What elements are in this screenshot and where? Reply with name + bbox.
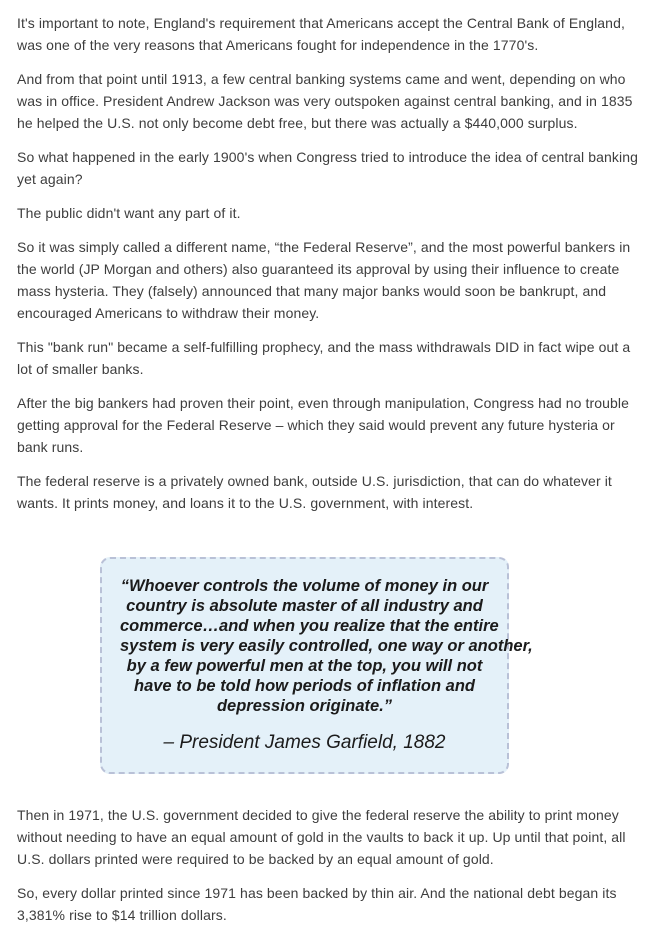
paragraph-england-requirement: It's important to note, England's requirement that Americans accept the Central Bank of England, was one of the very reasons that Americans fought for independence in the 1770's. (17, 15, 625, 53)
paragraph-privately-owned-bank: The federal reserve is a privately owned bank, outside U.S. jurisdiction, that can do whatever it wants. It prints money, and loans it to the U.S. government, with interest. (17, 473, 612, 511)
paragraph-early-1900s-question: So what happened in the early 1900's when Congress tried to introduce the idea of central banking yet again? (17, 149, 638, 187)
quote-line: country is absolute master of all industry and (126, 597, 483, 615)
quote-line: commerce…and when you realize that the entire (120, 617, 499, 635)
quote-line: by a few powerful men at the top, you will not (126, 657, 483, 675)
paragraph-national-debt: So, every dollar printed since 1971 has been backed by thin air. And the national debt began its 3,381% rise to $14 trillion dollars. (17, 885, 617, 923)
quote-line: “Whoever controls the volume of money in our (120, 577, 489, 595)
quote-line: system is very easily controlled, one way or another, (120, 637, 533, 655)
paragraph-congress-approval: After the big bankers had proven their point, even through manipulation, Congress had no trouble getting approval for the Federal Reserve – which they said would prevent any future hysteria or bank runs. (17, 395, 629, 455)
quote-text (120, 576, 533, 716)
paragraph-public-didnt-want: The public didn't want any part of it. (17, 205, 241, 221)
paragraph-bank-run: This "bank run" became a self-fulfilling prophecy, and the mass withdrawals DID in fact wipe out a lot of smaller banks. (17, 339, 631, 377)
quote-line: depression originate.” (216, 697, 393, 715)
garfield-quote-figure (100, 557, 533, 774)
quote-box (100, 557, 533, 774)
paragraph-1971-gold-standard: Then in 1971, the U.S. government decided to give the federal reserve the ability to print money without needing to have an equal amount of gold in the vaults to back it up. Up until that point, all U.S. dollars printed were required to be backed by an equal amount of gold. (17, 807, 626, 867)
quote-line: have to be told how periods of inflation and (134, 677, 475, 695)
paragraph-andrew-jackson: And from that point until 1913, a few central banking systems came and went, depending on who was in office. President Andrew Jackson was very outspoken against central banking, and in 1835 he helped the U.S. not only become debt free, but there was actually a $440,000 surplus. (17, 71, 633, 131)
quote-attribution: – President James Garfield, 1882 (163, 732, 446, 753)
paragraph-federal-reserve-name: So it was simply called a different name, “the Federal Reserve”, and the most powerful bankers in the world (JP Morgan and others) also guaranteed its approval by using their influence to create mass hysteria. They (falsely) announced that many major banks would soon be bankrupt, and encouraged Americans to withdraw their money. (17, 239, 631, 321)
